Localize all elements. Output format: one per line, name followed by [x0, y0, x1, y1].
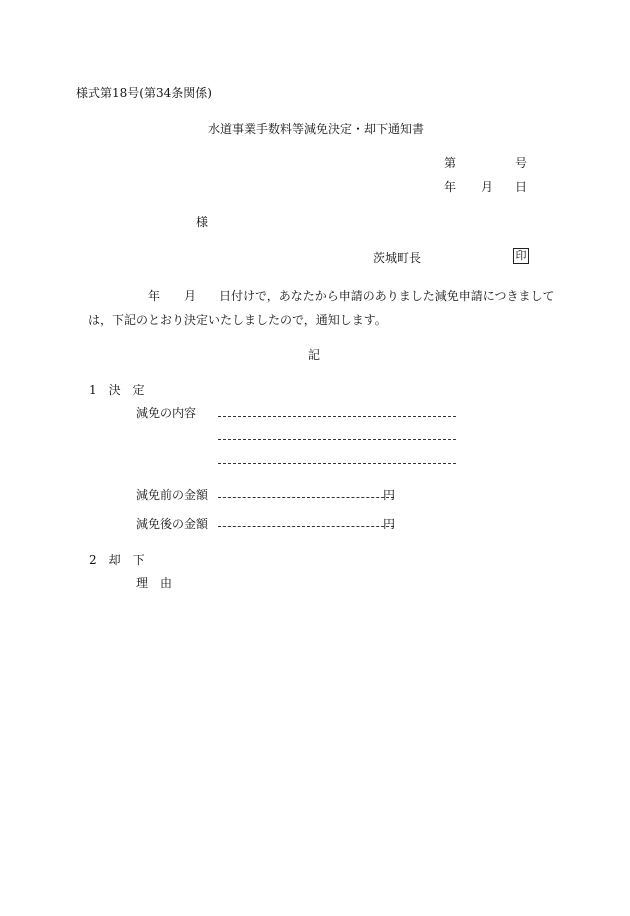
issuer-name: 茨城町長: [373, 251, 422, 265]
section2-heading: 2 却 下: [89, 553, 145, 567]
doc-number-go: 号: [515, 156, 528, 170]
amount-after-line: [218, 526, 394, 527]
amount-before-line: [218, 497, 394, 498]
date-year: 年: [444, 180, 457, 194]
addressee-suffix: 様: [196, 215, 209, 229]
reduction-content-line-3: [218, 463, 456, 464]
date-month: 月: [481, 180, 494, 194]
reduction-content-line-2: [218, 439, 456, 440]
body-line1-tail: 日付けで，あなたから申請のありました減免申請につきまして: [219, 289, 555, 303]
doc-number-dai: 第: [444, 156, 457, 170]
reduction-content-label: 減免の内容: [136, 406, 197, 420]
ki-heading: 記: [308, 348, 321, 362]
reduction-content-line-1: [218, 416, 456, 417]
body-month: 月: [184, 289, 197, 303]
form-number: 様式第18号(第34条関係): [76, 86, 212, 100]
amount-before-yen: 円: [383, 488, 396, 502]
body-line2: は，下記のとおり決定いたしましたので，通知します。: [88, 313, 387, 327]
amount-after-yen: 円: [383, 517, 396, 531]
date-day: 日: [515, 180, 528, 194]
amount-before-label: 減免前の金額: [136, 488, 209, 502]
rejection-reason-label: 理 由: [136, 576, 173, 590]
amount-after-label: 減免後の金額: [136, 517, 209, 531]
document-title: 水道事業手数料等減免決定・却下通知書: [208, 122, 425, 136]
seal-stamp: 印: [513, 248, 529, 264]
body-year: 年: [148, 289, 161, 303]
section1-heading: 1 決 定: [89, 383, 145, 397]
